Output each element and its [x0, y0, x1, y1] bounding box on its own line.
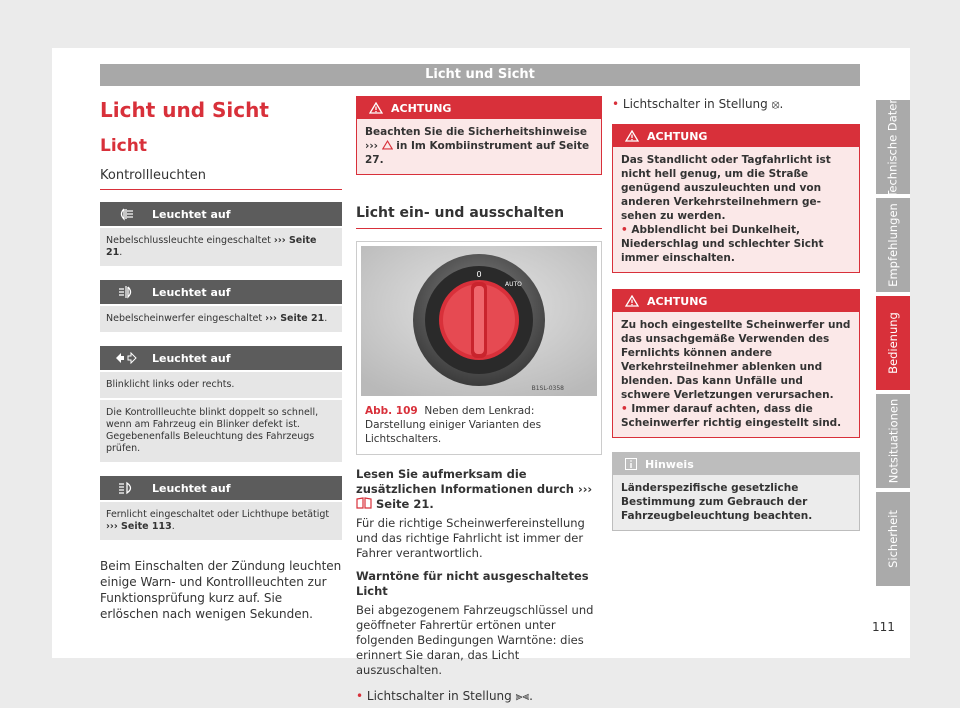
- column-1: [100, 96, 342, 622]
- row-text: Die Kontrollleuchte blinkt doppelt so schnell, wenn am Fahrzeug ein Blinker defekt ist. Gegebenenfalls Beleuchtung des Fahrzeugs prüfen.: [106, 407, 319, 454]
- indicator-row: [100, 502, 342, 540]
- tab-empfehlungen[interactable]: [876, 198, 910, 292]
- row-text: Blinklicht links oder rechts.: [106, 379, 235, 390]
- warning-bullet-text: Immer darauf achten, dass die Scheinwerfer richtig eingestellt sind.: [621, 403, 842, 429]
- tab-label: Empfehlungen: [886, 203, 900, 287]
- knob-label-off: 0: [476, 270, 482, 279]
- warning-bullet-text: Abblendlicht bei Dunkelheit, Niederschlag und schlechter Sicht immer einschalten.: [621, 224, 824, 264]
- warning-paragraph: Zu hoch eingestellte Scheinwerfer und das unsachgemäße Verwenden des Fernlichts können andere Verkehrsteilnehmer ablenken und blenden. Das kann Unfälle und schwere Verletzungen verursachen.: [621, 319, 851, 401]
- column-2: [356, 96, 602, 704]
- tab-label: Bedienung: [886, 312, 901, 374]
- indicator-row: [100, 400, 342, 462]
- front-fog-light-icon: [100, 285, 152, 299]
- page-reference-link[interactable]: ››› Seite 21: [265, 313, 325, 324]
- info-icon: [625, 458, 637, 470]
- section-title-licht: Licht ein- und ausschalten: [356, 205, 602, 229]
- warning-text: [613, 312, 859, 437]
- chapter-subtitle: Licht: [100, 136, 147, 156]
- section-title-kontrollleuchten: Kontrollleuchten: [100, 168, 342, 190]
- indicator-table-head: [100, 280, 342, 304]
- bullet-text: Lichtschalter in Stellung: [622, 97, 772, 111]
- warning-bullet: • Immer darauf achten, dass die Scheinwerfer richtig eingestellt sind.: [621, 403, 842, 429]
- warning-triangle-icon: [625, 130, 639, 142]
- row-text: Nebelschlussleuchte eingeschaltet: [106, 235, 274, 246]
- bullet-item: • Lichtschalter in Stellung ⦻.: [612, 97, 784, 111]
- book-icon: [356, 497, 372, 509]
- tab-technische-daten[interactable]: [876, 96, 910, 198]
- warning-triangle-icon: [369, 102, 383, 114]
- note-text: Länderspezifische gesetzliche Bestimmung zum Gebrauch der Fahrzeugbeleuchtung beachten.: [621, 482, 813, 522]
- tab-notsituationen[interactable]: [876, 394, 910, 488]
- indicator-table-head: [100, 202, 342, 226]
- indicator-row: [100, 228, 342, 266]
- indicator-head-label: Leuchtet auf: [152, 351, 231, 365]
- figure-code: B1SL-0358: [531, 385, 564, 392]
- side-light-symbol: ⦻.: [771, 97, 784, 111]
- warning-title-bar: [357, 97, 601, 119]
- chapter-title: Licht und Sicht: [100, 98, 269, 122]
- indicator-row: [100, 372, 342, 398]
- intro-paragraph: Beim Einschalten der Zündung leuchten einige Warn- und Kontrollleuchten zur Funktionsprüfung kurz auf. Sie erlöschen nach wenigen Sekunden.: [100, 559, 342, 621]
- parking-light-symbol: ⫸⫷.: [515, 689, 533, 703]
- warning-title: ACHTUNG: [391, 101, 452, 115]
- figure-caption: [357, 400, 601, 454]
- bullet-item: • Lichtschalter in Stellung ⫸⫷.: [356, 689, 533, 703]
- indicator-table-head: [100, 476, 342, 500]
- warning-text: [613, 147, 859, 272]
- tab-label: Sicherheit: [886, 510, 900, 568]
- running-header: Licht und Sicht: [100, 64, 860, 86]
- turn-signal-icon: [100, 352, 152, 364]
- warning-text: [357, 119, 601, 174]
- warning-title-bar: [613, 290, 859, 312]
- rear-fog-light-icon: [100, 207, 152, 221]
- warning-text-part: in Im Kombiinstrument auf Seite 27.: [365, 140, 590, 166]
- warning-text-part: Beachten Sie die Sicherheitshinweise ›››: [365, 126, 587, 152]
- figure-109: [356, 241, 602, 455]
- caption-text: Neben dem Lenkrad: Darstellung einiger Varianten des Lichtschalters.: [365, 405, 542, 445]
- light-switch-photo: [361, 246, 597, 396]
- warning-box: [612, 124, 860, 273]
- warning-box: [356, 96, 602, 175]
- tab-label: Notsituationen: [886, 398, 901, 484]
- warning-title: ACHTUNG: [647, 129, 708, 143]
- row-tail: .: [171, 521, 175, 532]
- bullet-text: Lichtschalter in Stellung: [366, 689, 516, 703]
- warning-title: ACHTUNG: [647, 294, 708, 308]
- indicator-row: [100, 306, 342, 332]
- note-title: Hinweis: [645, 457, 694, 471]
- warning-triangle-icon: [382, 140, 393, 150]
- row-tail: .: [119, 247, 123, 258]
- paragraph: Für die richtige Scheinwerfereinstellung und das richtige Fahrlicht ist immer der Fahrer verantwortlich.: [356, 516, 585, 560]
- warning-bullet: • Abblendlicht bei Dunkelheit, Niederschlag und schlechter Sicht immer einschalten.: [621, 224, 824, 264]
- tab-sicherheit[interactable]: [876, 492, 910, 586]
- paragraph: Bei abgezogenem Fahrzeugschlüssel und geöffneter Fahrertür ertönen unter folgenden Bedingungen Warntöne: dies erinnert Sie daran, das Licht auszuschalten.: [356, 603, 594, 677]
- page-reference-link[interactable]: Seite 21.: [372, 497, 434, 511]
- page-reference-link[interactable]: ››› Seite 113: [106, 521, 172, 532]
- row-text: Fernlicht eingeschaltet oder Lichthupe betätigt: [106, 509, 330, 520]
- warning-title-bar: [613, 125, 859, 147]
- indicator-head-label: Leuchtet auf: [152, 481, 231, 495]
- indicator-head-label: Leuchtet auf: [152, 285, 231, 299]
- read-more-note: [356, 467, 602, 512]
- subheading-warntoene: Warntöne für nicht ausgeschaltetes Licht: [356, 569, 589, 598]
- tab-bedienung[interactable]: [876, 296, 910, 390]
- column-3: [612, 96, 860, 531]
- note-box: [612, 452, 860, 531]
- warning-box: [612, 289, 860, 438]
- page-reference-link[interactable]: ››› Seite 21: [106, 235, 317, 258]
- figure-label: Abb. 109: [365, 405, 418, 417]
- page-number: 111: [872, 620, 895, 634]
- indicator-table-head: [100, 346, 342, 370]
- warning-triangle-icon: [625, 295, 639, 307]
- high-beam-icon: [100, 481, 152, 495]
- row-text: Nebelscheinwerfer eingeschaltet: [106, 313, 266, 324]
- read-more-text: Lesen Sie aufmerksam die zusätzlichen Informationen durch ›››: [356, 467, 593, 496]
- knob-label-auto: AUTO: [505, 281, 522, 288]
- row-tail: .: [324, 313, 328, 324]
- indicator-head-label: Leuchtet auf: [152, 207, 231, 221]
- warning-paragraph: Das Standlicht oder Tagfahrlicht ist nicht hell genug, um die Straße genügend auszuleuchten und von anderen Verkehrsteilnehmern gesehen zu werden.: [621, 154, 831, 222]
- note-title-bar: [613, 453, 859, 475]
- tab-label: Technische Daten: [886, 96, 901, 198]
